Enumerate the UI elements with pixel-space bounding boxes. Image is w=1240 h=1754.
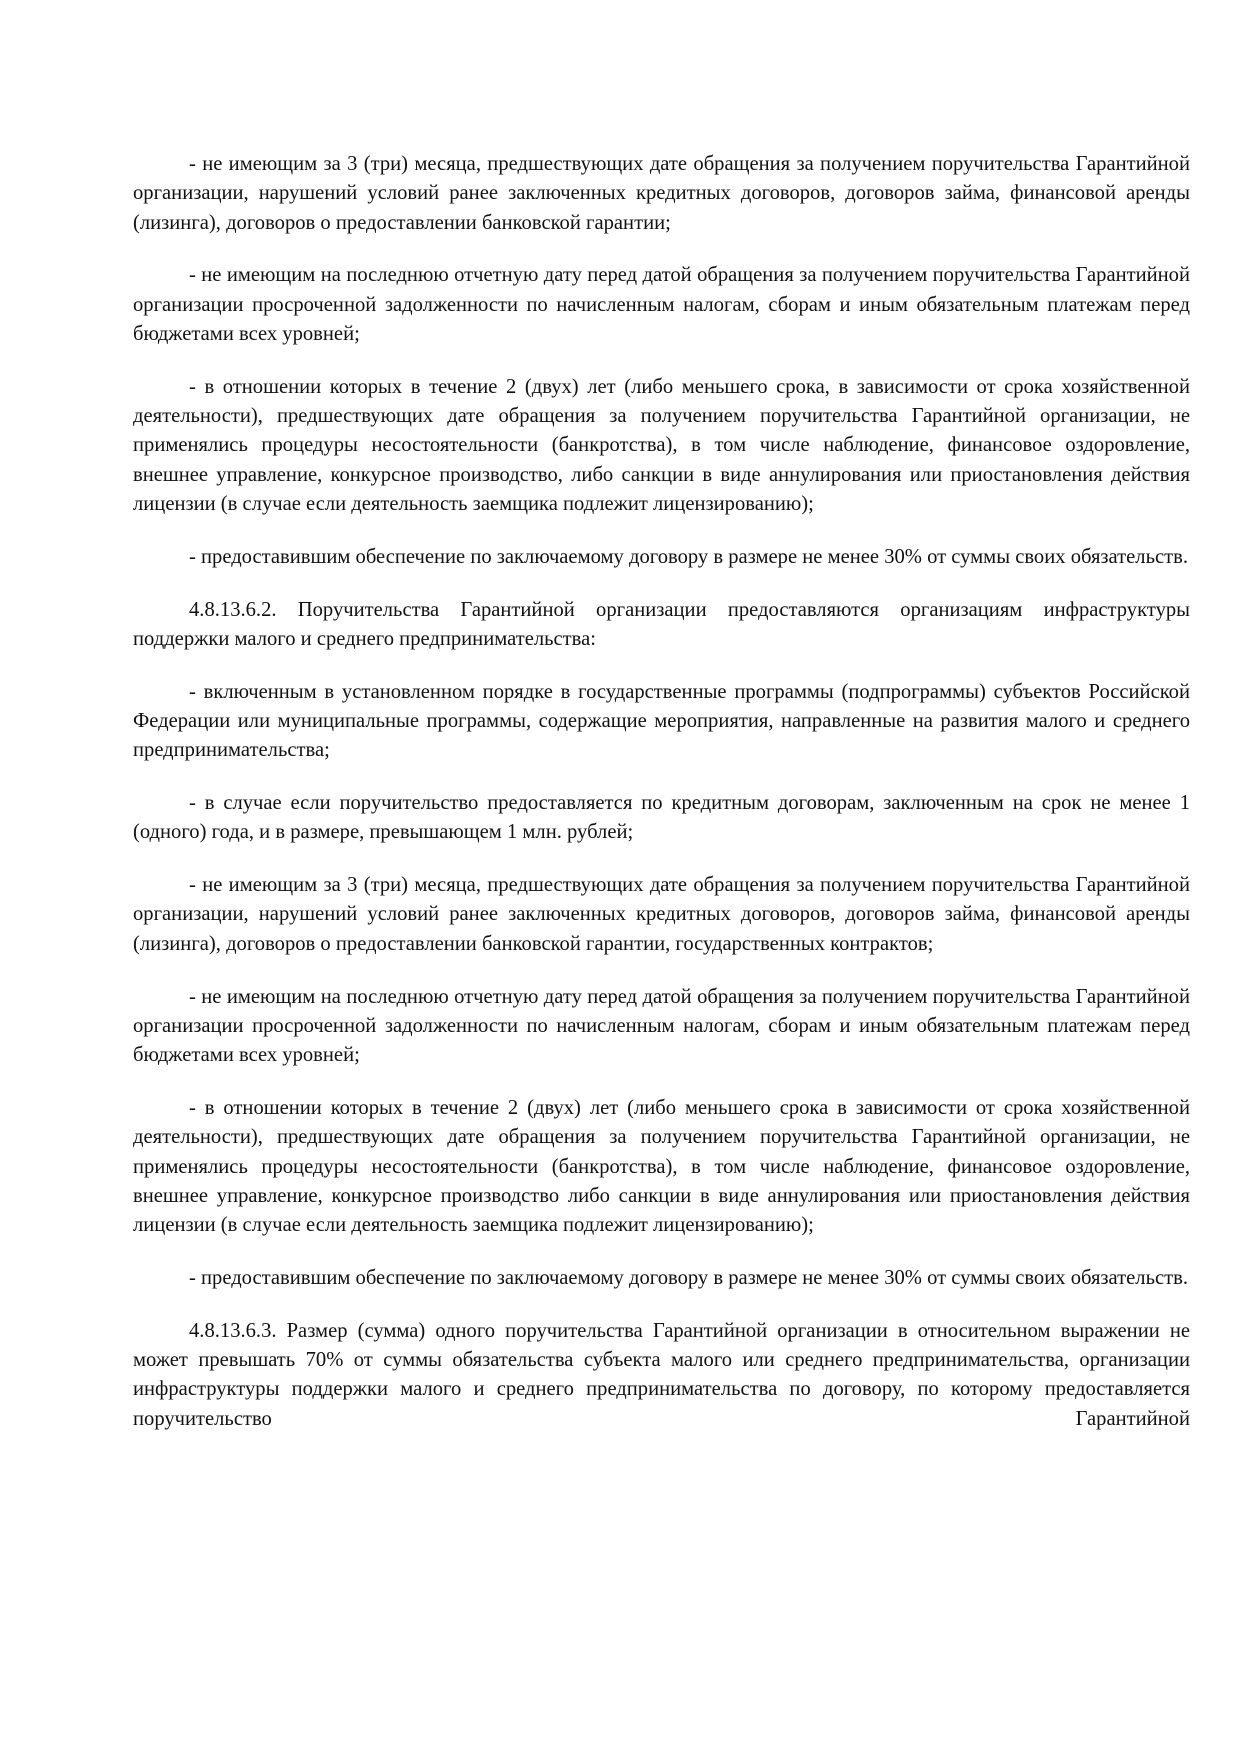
section-paragraph: 4.8.13.6.2. Поручительства Гарантийной организации предоставляются организациям инфраструктуры поддержки малого и среднего предпринимательства: [133,598,1190,650]
paragraph: - не имеющим за 3 (три) месяца, предшествующих дате обращения за получением поручительства Гарантийной организации, нарушений условий ранее заключенных кредитных договоров, договоров займа, финансовой аренды (лизинга), договоров о предоставлении банковской гарантии; [133,153,1190,234]
paragraph: - в отношении которых в течение 2 (двух) лет (либо меньшего срока в зависимости от срока хозяйственной деятельности), предшествующих дате обращения за получением поручительства Гарантийной организации, не применялись процедуры несостоятельности (банкротства), в том числе наблюдение, финансовое оздоровление, внешнее управление, конкурсное производство либо санкции в виде аннулирования или приостановления действия лицензии (в случае если деятельность заемщика подлежит лицензированию); [133,1096,1190,1237]
paragraph: - не имеющим за 3 (три) месяца, предшествующих дате обращения за получением поручительства Гарантийной организации, нарушений условий ранее заключенных кредитных договоров, договоров займа, финансовой аренды (лизинга), договоров о предоставлении банковской гарантии, государственных контрактов; [133,874,1190,955]
paragraph: - предоставившим обеспечение по заключаемому договору в размере не менее 30% от суммы своих обязательств. [189,1266,1188,1289]
paragraph: - в случае если поручительство предоставляется по кредитным договорам, заключенным на срок не менее 1 (одного) года, и в размере, превышающем 1 млн. рублей; [133,792,1190,844]
paragraph: - предоставившим обеспечение по заключаемому договору в размере не менее 30% от суммы своих обязательств. [189,545,1188,568]
paragraph: - в отношении которых в течение 2 (двух) лет (либо меньшего срока, в зависимости от срока хозяйственной деятельности), предшествующих дате обращения за получением поручительства Гарантийной организации, не применялись процедуры несостоятельности (банкротства), в том числе наблюдение, финансовое оздоровление, внешнее управление, конкурсное производство, либо санкции в виде аннулирования или приостановления действия лицензии (в случае если деятельность заемщика подлежит лицензированию); [133,375,1190,515]
paragraph: - не имеющим на последнюю отчетную дату перед датой обращения за получением поручительства Гарантийной организации просроченной задолженности по начисленным налогам, сборам и иным обязательным платежам перед бюджетами всех уровней; [133,985,1190,1067]
section-paragraph: 4.8.13.6.3. Размер (сумма) одного поручительства Гарантийной организации в относительном выражении не может превышать 70% от суммы обязательства субъекта малого или среднего предпринимательства, организации инфраструктуры поддержки малого и среднего предпринимательства по договору, по которому предоставляется поручительство Гарантийной [133,1319,1190,1430]
document-page [133,150,1190,1457]
paragraph: - не имеющим на последнюю отчетную дату перед датой обращения за получением поручительства Гарантийной организации просроченной задолженности по начисленным налогам, сборам и иным обязательным платежам перед бюджетами всех уровней; [133,264,1190,345]
paragraph: - включенным в установленном порядке в государственные программы (подпрограммы) субъектов Российской Федерации или муниципальные программы, содержащие мероприятия, направленные на развития малого и среднего предпринимательства; [133,680,1190,762]
